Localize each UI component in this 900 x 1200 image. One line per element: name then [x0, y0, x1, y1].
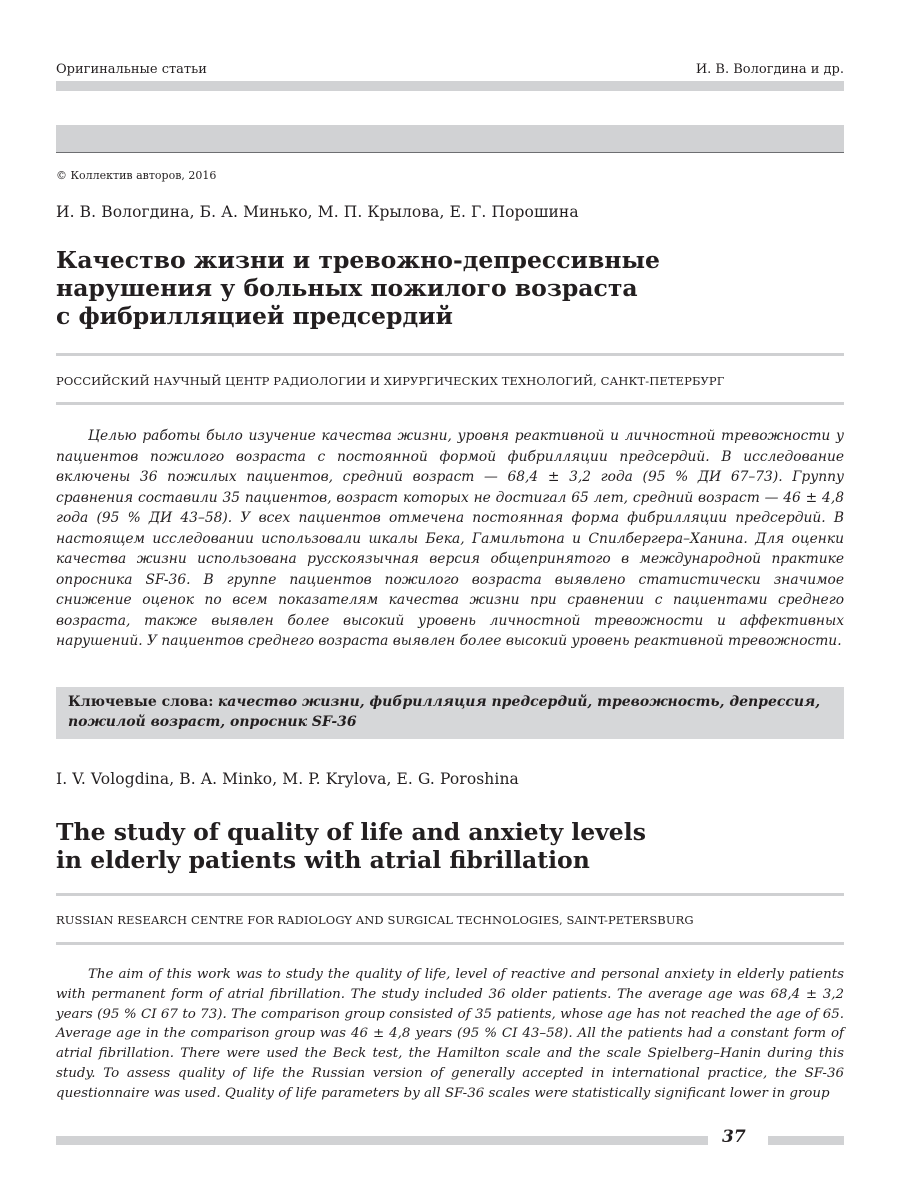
divider-ru-top — [56, 353, 844, 356]
divider-en-bottom — [56, 942, 844, 945]
copyright-notice: © Коллектив авторов, 2016 — [56, 169, 217, 182]
footer-bar-left — [56, 1136, 708, 1145]
title-band-underline — [56, 152, 844, 153]
title-band — [56, 125, 844, 152]
keywords-list: качество жизни, фибрилляция предсердий, тревожность, депрессия, пожилой возраст, опросник SF-36 — [68, 694, 821, 730]
affiliation-ru: РОССИЙСКИЙ НАУЧНЫЙ ЦЕНТР РАДИОЛОГИИ И ХИРУРГИЧЕСКИХ ТЕХНОЛОГИЙ, САНКТ-ПЕТЕРБУРГ — [56, 374, 725, 388]
abstract-en: The aim of this work was to study the quality of life, level of reactive and personal anxiety in elderly patients with permanent form of atrial fibrillation. The study included 36 older patients. The average age was 68,4 ± 3,2 years (95 % CI 67 to 73). The comparison group consisted of 35 patients, whose age has not reached the age of 65. Average age in the comparison group was 46 ± 4,8 years (95 % CI 43–58). All the patients had a constant form of atrial fibrillation. There were used the Beck test, the Hamilton scale and the scale Spielberg–Hanin during this study. To assess quality of life the Russian version of generally accepted in international practice, the SF-36 questionnaire was used. Quality of life parameters by all SF-36 scales were statistically significant lower in group — [56, 967, 844, 1101]
divider-ru-bottom — [56, 402, 844, 405]
title-ru-line-1: Качество жизни и тревожно-депрессивные — [56, 246, 660, 274]
abstract-ru: Целью работы было изучение качества жизни, уровня реактивной и личностной тревожности у пациентов пожилого возраста с постоянной формой фибрилляции предсердий. В исследование включены 36 пожилых пациентов, средний возраст — 68,4 ± 3,2 года (95 % ДИ 67–73). Группу сравнения составили 35 пациентов, возраст которых не достигал 65 лет, средний возраст — 46 ± 4,8 года (95 % ДИ 43–58). У всех пациентов отмечена постоянная форма фибрилляции предсердий. В настоящем исследовании использовали шкалы Бека, Гамильтона и Спилбергера–Ханина. Для оценки качества жизни использована русскоязычная версия общепринятого в международной практике опросника SF-36. В группе пациентов пожилого возраста выявлено статистически значимое снижение оценок по всем показателям качества жизни при сравнении с пациентами среднего возраста, также выявлен более высокий уровень личностной тревожности и аффективных нарушений. У пациентов среднего возраста выявлен более высокий уровень реактивной тревожности. — [56, 428, 844, 649]
keywords-box — [56, 687, 844, 739]
title-en-line-2: in elderly patients with atrial fibrillation — [56, 846, 590, 874]
authors-en: I. V. Vologdina, B. A. Minko, M. P. Krylova, E. G. Poroshina — [56, 770, 519, 788]
article-title-en — [56, 818, 846, 874]
keywords-label: Ключевые слова: — [68, 694, 214, 710]
affiliation-en: RUSSIAN RESEARCH CENTRE FOR RADIOLOGY AND SURGICAL TECHNOLOGIES, SAINT-PETERSBURG — [56, 913, 694, 927]
page-number: 37 — [722, 1127, 746, 1147]
authors-ru: И. В. Вологдина, Б. А. Минько, М. П. Крылова, Е. Г. Порошина — [56, 203, 579, 221]
divider-en-top — [56, 893, 844, 896]
header-bar — [56, 81, 844, 91]
keywords-paragraph — [68, 692, 838, 732]
title-en-line-1: The study of quality of life and anxiety levels — [56, 818, 646, 846]
article-title-ru — [56, 246, 846, 330]
title-ru-line-3: с фибрилляцией предсердий — [56, 302, 453, 330]
running-header-authors: И. В. Вологдина и др. — [695, 62, 844, 77]
title-ru-line-2: нарушения у больных пожилого возраста — [56, 274, 638, 302]
footer-bar-right — [768, 1136, 844, 1145]
running-header-section: Оригинальные статьи — [56, 62, 207, 77]
